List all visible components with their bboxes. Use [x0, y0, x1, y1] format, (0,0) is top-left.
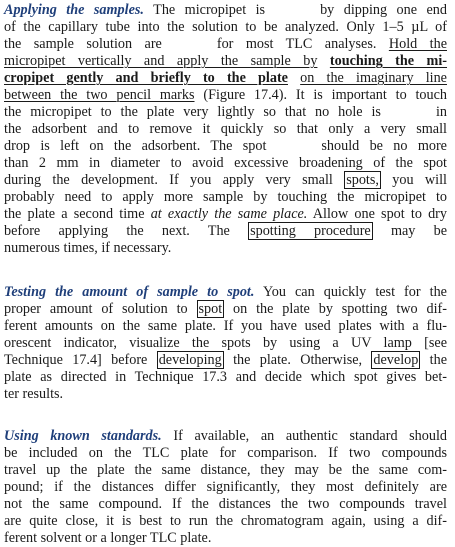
boxed-term: develop [373, 352, 419, 368]
text-line: during the development. If you apply very small spots, you will [4, 172, 448, 188]
text-line: ter results. [4, 386, 64, 402]
boxed-term: spotting procedure [250, 223, 371, 239]
text-line: travel up the plate the same distance, they may be the same com- [4, 462, 447, 478]
text-line: drop is left on the adsorbent. The spot should be no more [4, 138, 447, 154]
text-line: ferent amounts on the same plate. If you have used plates with a flu- [4, 318, 447, 334]
text-line: numerous times, if necessary. [4, 240, 172, 256]
boxed-term: spots, [346, 172, 379, 188]
section-heading: Using known standards. [4, 428, 162, 444]
section-heading: Testing the amount of sample to spot. [4, 284, 255, 300]
text-line: before applying the next. The spotting procedure may be [4, 223, 447, 239]
text-line: are quite close, it is best to run the chromatogram again, using a dif- [4, 513, 447, 529]
text-line: proper amount of solution to spot on the plate by spotting two dif- [4, 301, 447, 317]
text-line: Technique 17.4] before developing the plate. Otherwise, develop the [4, 352, 448, 368]
text-line: pound; if the distances differ significantly, they most definitely are [4, 479, 447, 495]
boxed-term: spot [198, 301, 223, 317]
section-heading: Applying the samples. [4, 2, 144, 18]
text-line: be included on the TLC plate for comparison. If two compounds [4, 445, 447, 461]
text-line: micropipet vertically and apply the sample by touching the mi- [4, 53, 448, 69]
boxed-term: developing [158, 352, 222, 368]
text-line: of the capillary tube into the solution to be analyzed. Only 1–5 µL of [4, 19, 447, 35]
text-line: probably need to apply more sample by touching the micropipet to [4, 189, 447, 205]
text-line: plate as directed in Technique 17.3 and decide which spot gives bet- [4, 369, 447, 385]
text-line: Testing the amount of sample to spot. You can quickly test for the [4, 284, 447, 300]
text-line: between the two pencil marks (Figure 17.4). It is important to touch [4, 87, 448, 103]
text-line: the plate a second time at exactly the same place. Allow one spot to dry [4, 206, 447, 222]
text-line: ferent solvent or a longer TLC plate. [4, 530, 212, 546]
text-line: Using known standards. If available, an authentic standard should [4, 428, 448, 444]
text-line: the adsorbent and to remove it quickly so that only a very small [4, 121, 447, 137]
text-line: not the same compound. If the distances the two compounds travel [4, 496, 447, 512]
text-line: orescent indicator, visualize the spots by using a UV lamp [see [4, 335, 447, 351]
text-line: cropipet gently and briefly to the plate on the imaginary line [4, 70, 447, 86]
text-line: the micropipet to the plate very lightly so that no hole is in [4, 104, 447, 120]
text-line: than 2 mm in diameter to avoid excessive broadening of the spot [4, 155, 447, 171]
text-line: the sample solution are for most TLC analyses. Hold the [4, 36, 447, 52]
text-line: Applying the samples. The micropipet is by dipping one end [4, 2, 447, 18]
